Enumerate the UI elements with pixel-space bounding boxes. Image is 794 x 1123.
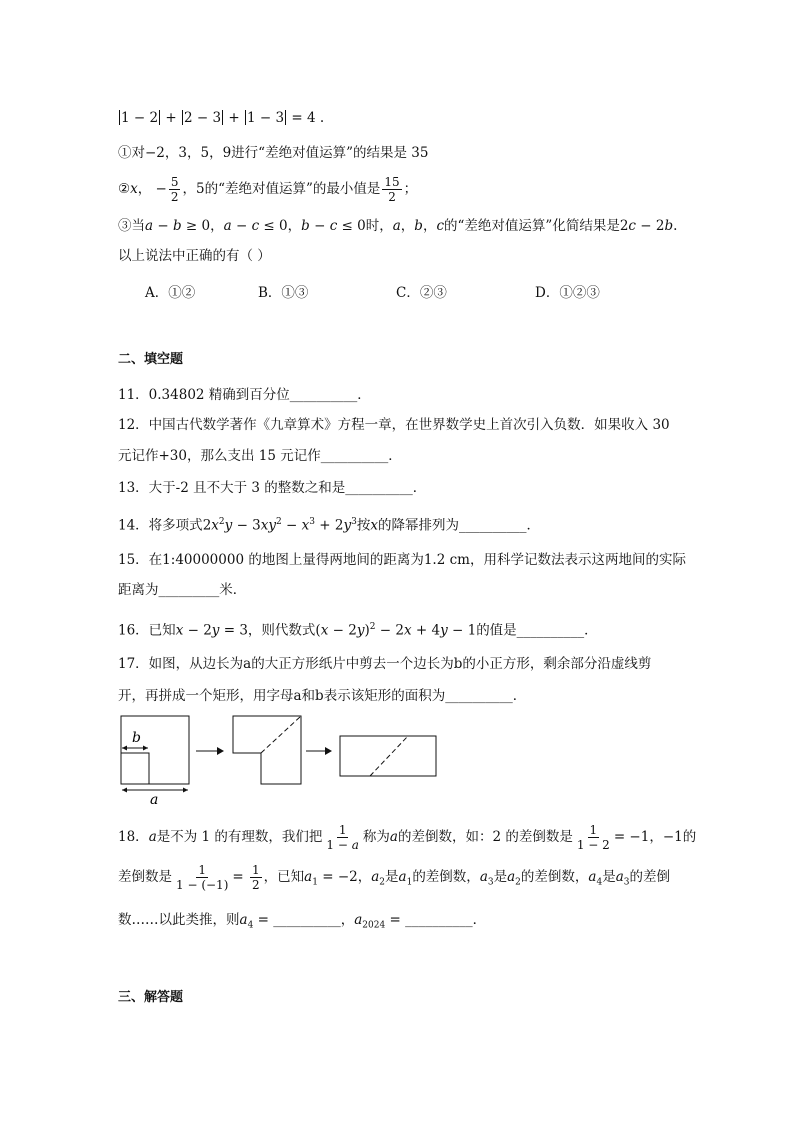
q15-line-1: 15．在1:40000000 的地图上量得两地间的距离为1.2 cm，用科学记数法表示这两地间的实际 [118, 552, 686, 568]
q12-line-2: 元记作+30，那么支出 15 元记作__________． [118, 448, 402, 464]
q10-statement-2: ②x， − $\frac{5}{2}$ ，5的“差绝对值运算”的最小值是 $\frac{15}{2}$ ； [118, 175, 418, 204]
q10-expression: 1 − 2 + 2 − 3 + 1 − 3 = 4 . [121, 110, 325, 126]
q11: 11．0.34802 精确到百分位__________． [118, 387, 371, 403]
q10-option-b[interactable]: B．①③ [258, 285, 309, 301]
q17-line-1: 17．如图，从边长为a的大正方形纸片中剪去一个边长为b的小正方形，剩余部分沿虚线剪 [118, 656, 652, 672]
q10-option-c[interactable]: C．②③ [396, 285, 447, 301]
q18-line-1: 18．a是不为 1 的有理数，我们把 $\frac{1}{1 - a}$ 称为a的差倒数，如：2 的差倒数是 $\frac{1}{1 - 2}$ = −1，−1的 [118, 823, 697, 852]
q10-statement-3: ③当a − b ≥ 0，a − c ≤ 0，b − c ≤ 0时，a，b，c的“差绝对值运算”化简结果是2c − 2b. [118, 218, 678, 234]
q14: 14．将多项式$2x^2y - 3xy^2 - x^3 + 2y^3$按x的降幂排列为__________． [118, 517, 540, 534]
q13: 13．大于-2 且不大于 3 的整数之和是__________． [118, 480, 427, 496]
q18-line-2: 差倒数是 $\frac{1}{1 - (-1)}$ = $\frac{1}{2}$ ，已知$a_1 = -2$，$a_2$是$a_1$的差倒数，$a_3$是$a_2$的差倒数，$a_4$是$a_3$的差倒 [118, 863, 670, 892]
q17-figure [118, 713, 448, 808]
section-2-title: 二、填空题 [118, 352, 184, 367]
q16: 16．已知x − 2y = 3，则代数式$(x - 2y)^2 - 2x + 4y - 1$的值是__________． [118, 622, 598, 639]
q10-statement-1: ①对−2，3，5，9进行“差绝对值运算”的结果是 35 [118, 145, 429, 161]
q18-line-3: 数……以此类推，则$a_4$ = __________，$a_{2024}$ = __________． [118, 912, 487, 931]
q15-line-2: 距离为_________米． [118, 582, 247, 598]
label-b: b [132, 730, 141, 746]
q12-line-1: 12．中国古代数学著作《九章算术》方程一章，在世界数学史上首次引入负数．如果收入 30 [118, 417, 670, 433]
q10-question: 以上说法中正确的有（ ） [118, 248, 271, 264]
q10-option-d[interactable]: D．①②③ [535, 285, 600, 301]
q17-line-2: 开，再拼成一个矩形，用字母a和b表示该矩形的面积为__________． [118, 688, 527, 704]
section-3-title: 三、解答题 [118, 990, 184, 1005]
label-a: a [150, 792, 159, 808]
q10-option-a[interactable]: A．①② [145, 285, 196, 301]
